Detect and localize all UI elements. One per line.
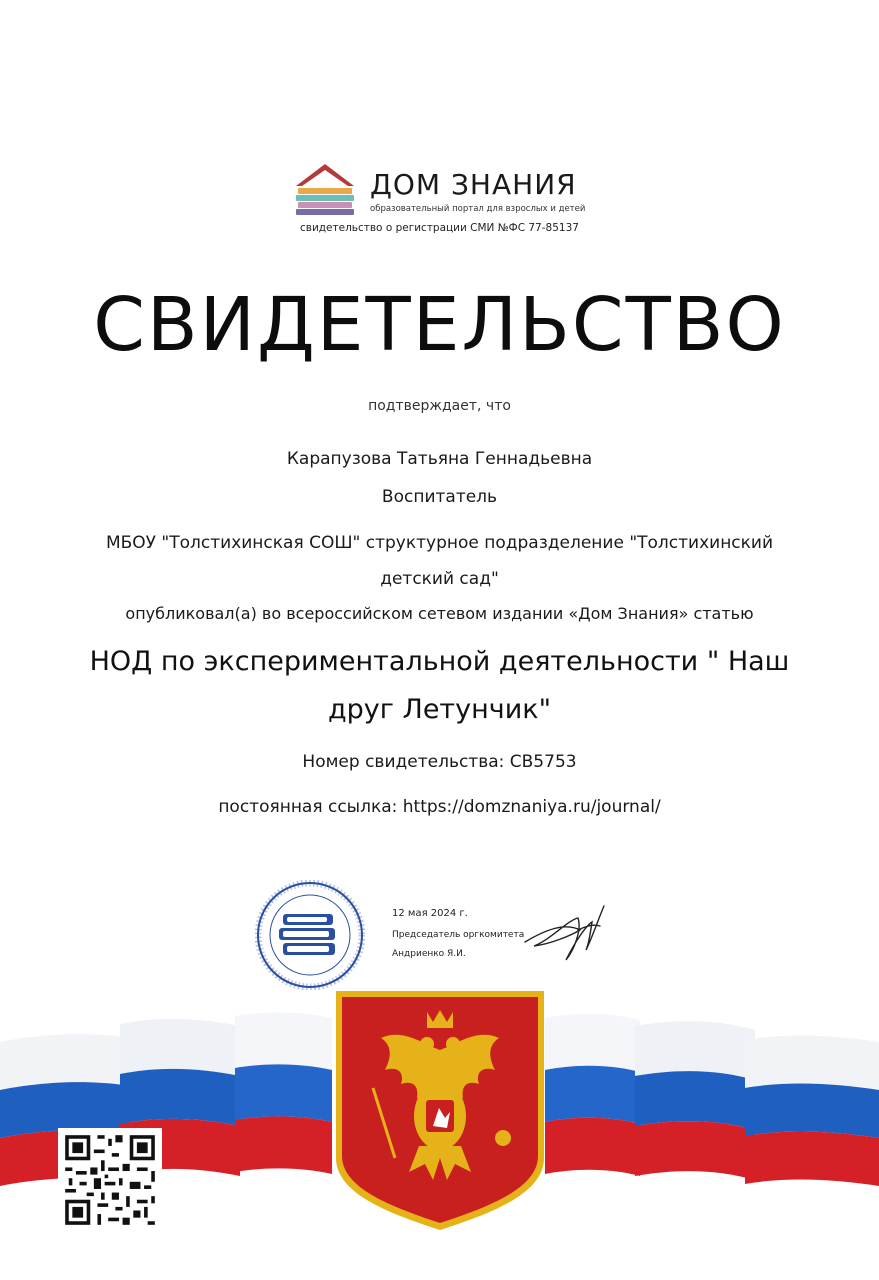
- stamp-seal: [255, 880, 365, 990]
- certificate-title: СВИДЕТЕЛЬСТВО: [93, 282, 786, 368]
- qr-code-pattern: [58, 1128, 162, 1232]
- books-icon: [279, 914, 335, 955]
- certificate-number: Номер свидетельства: СВ5753: [302, 752, 577, 772]
- person-position: Воспитатель: [381, 487, 498, 507]
- logo: [290, 160, 610, 240]
- qr-code[interactable]: [58, 1128, 162, 1232]
- confirms-text: подтверждает, что: [368, 398, 511, 414]
- permalink[interactable]: постоянная ссылка: https://domznaniya.ru/journal/: [218, 797, 661, 817]
- russia-coat-of-arms: [333, 988, 547, 1233]
- organization: МБОУ "Толстихинская СОШ" структурное подразделение "Толстихинский детский сад": [105, 533, 774, 589]
- books-house-icon: [290, 160, 360, 216]
- published-text: опубликовал(а) во всероссийском сетевом издании «Дом Знания» статью: [125, 604, 754, 623]
- logo-subtitle: образовательный портал для взрослых и детей: [370, 204, 586, 214]
- signature-date: 12 мая 2024 г.: [392, 908, 468, 919]
- russian-flag-right: [540, 1000, 879, 1230]
- person-name: Карапузова Татьяна Геннадьевна: [286, 449, 593, 469]
- article-title: НОД по экспериментальной деятельности " Наш друг Летунчик": [89, 646, 790, 725]
- signature-name: Андриенко Я.И.: [392, 949, 466, 959]
- signature-role: Председатель оргкомитета: [392, 930, 525, 940]
- registration-text: свидетельство о регистрации СМИ №ФС 77-85137: [300, 222, 579, 234]
- handwritten-signature: [520, 900, 610, 970]
- russian-flag-left: [0, 1000, 340, 1230]
- logo-title: ДОМ ЗНАНИЯ: [370, 168, 577, 201]
